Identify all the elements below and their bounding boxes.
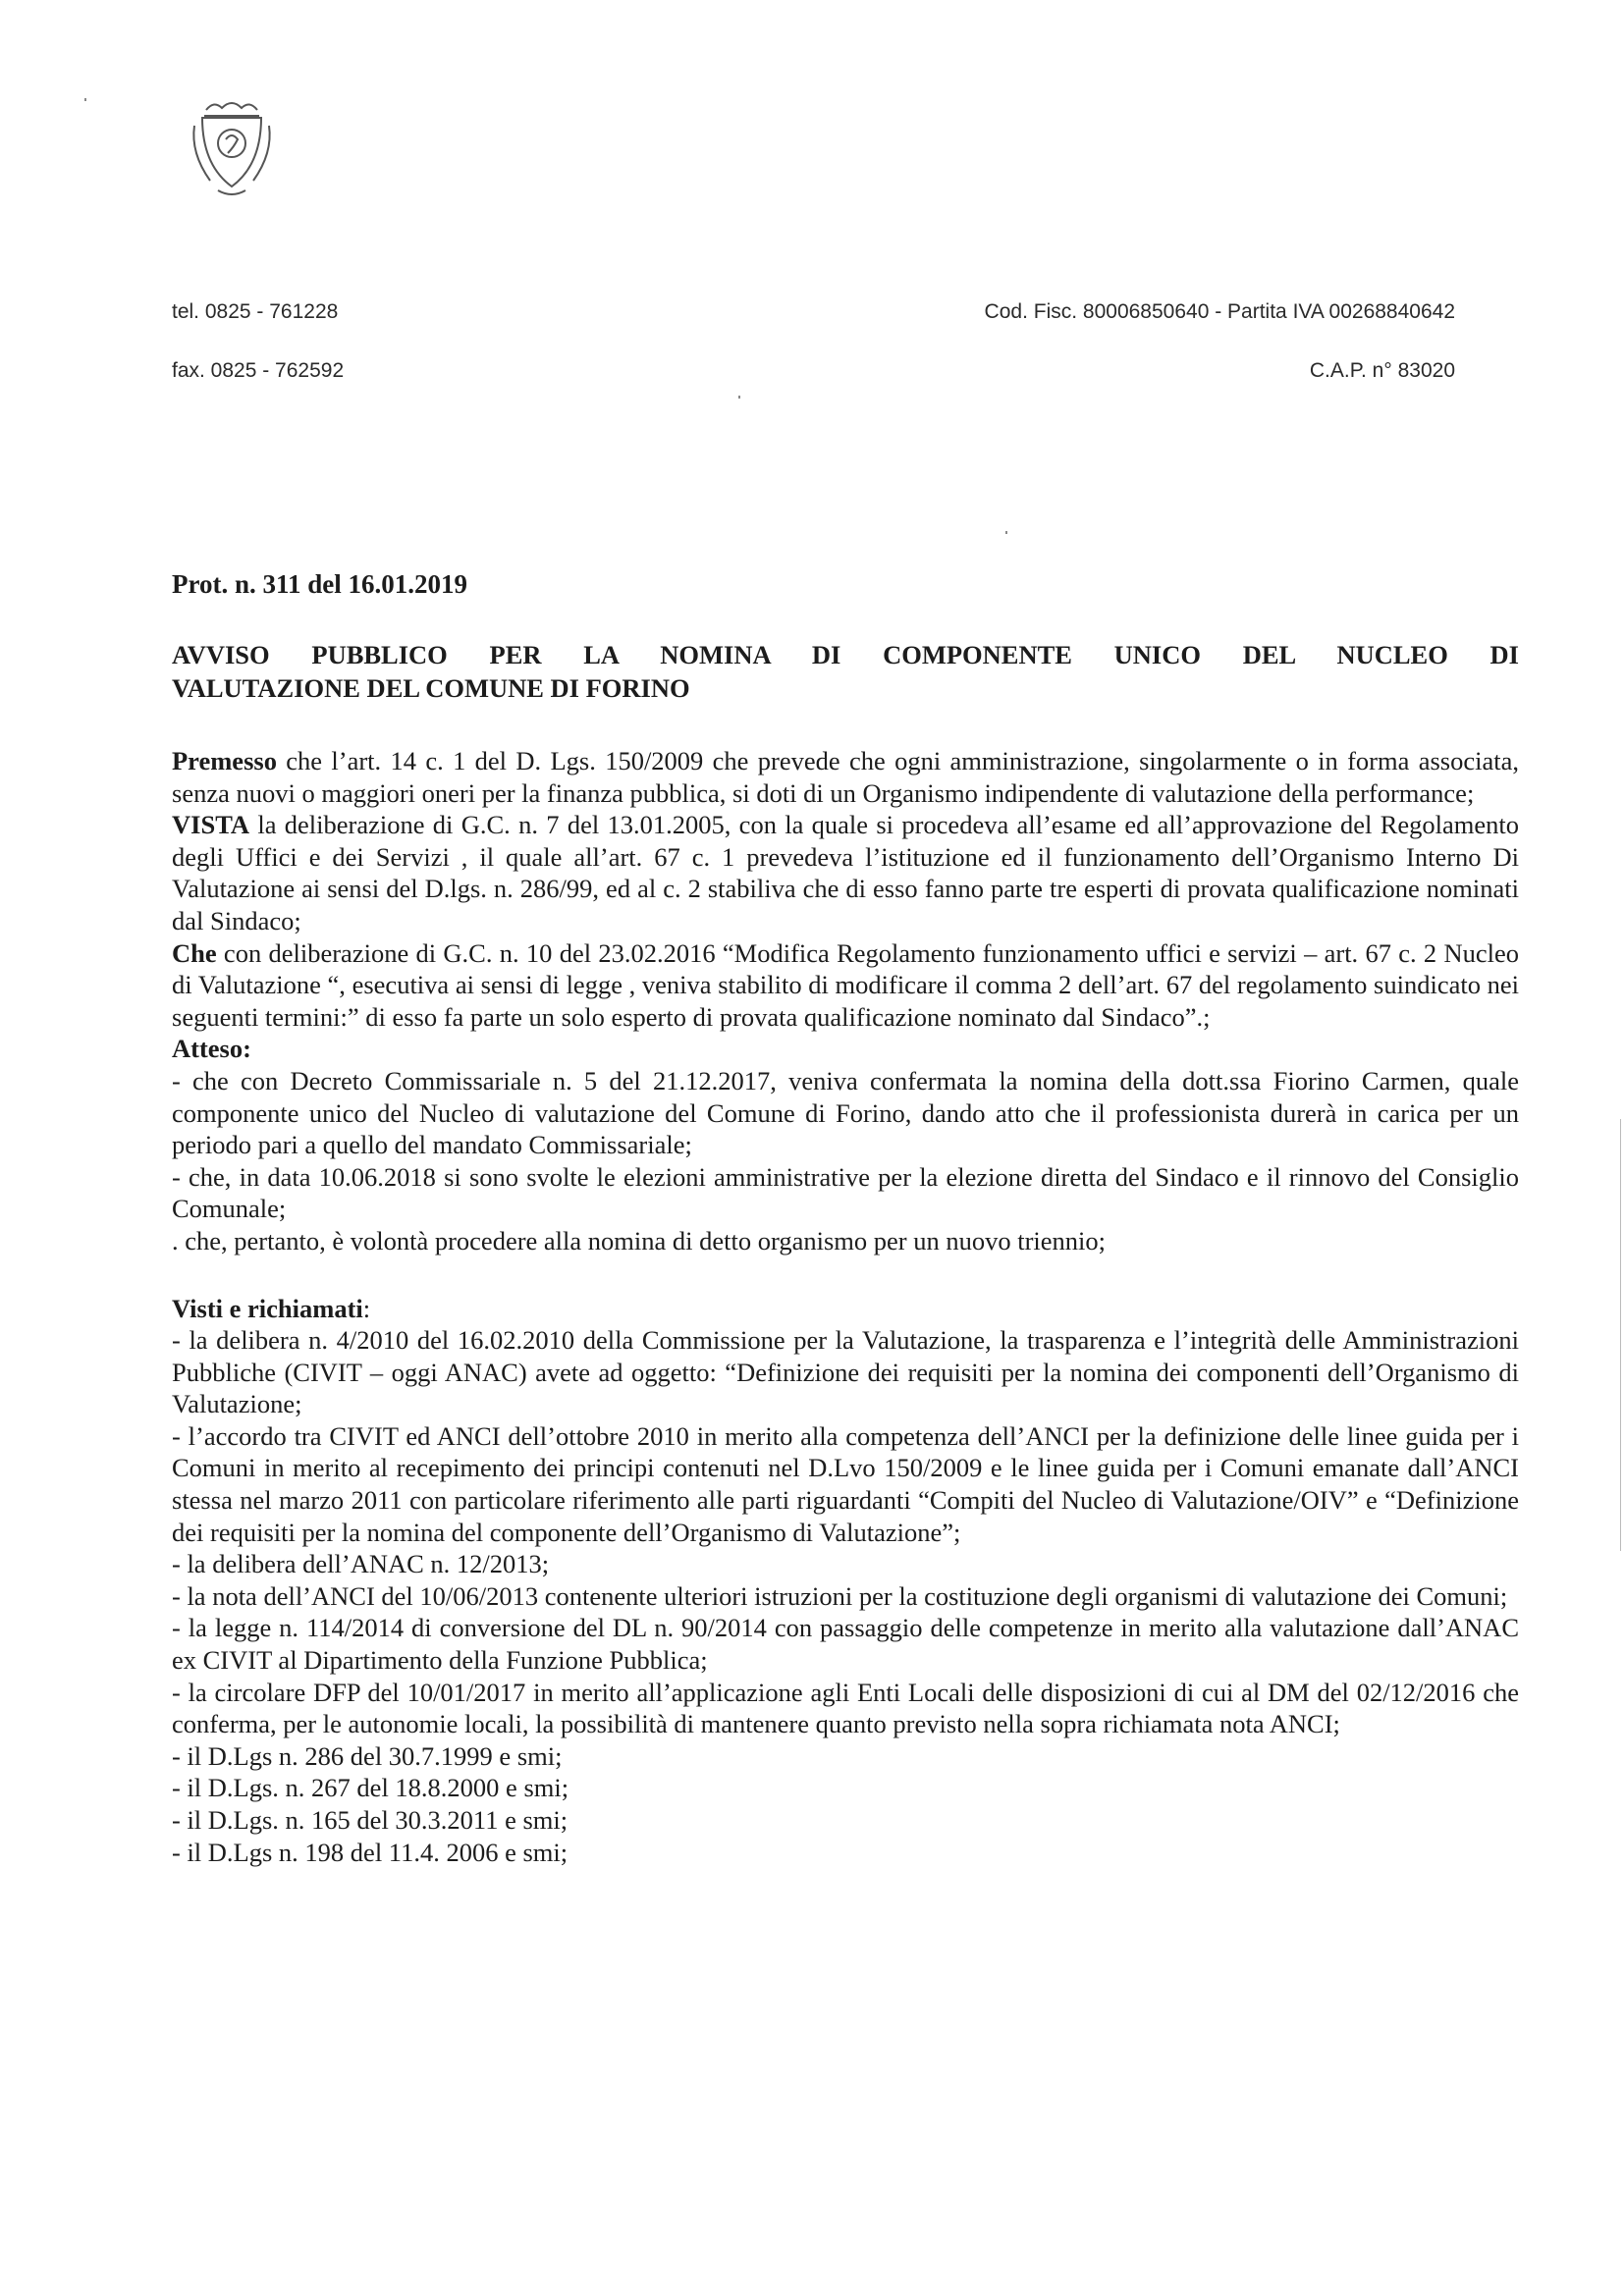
fax-number: fax. 0825 - 762592 xyxy=(172,359,345,382)
visti-item: - la legge n. 114/2014 di conversione del DL n. 90/2014 con passaggio delle competenze in merito alla valutazione dall’ANAC ex CIVIT al Dipartimento della Funzione Pubblica; xyxy=(172,1613,1519,1676)
premesso-label: Premesso xyxy=(172,746,277,775)
postal-code: C.A.P. n° 83020 xyxy=(1309,359,1455,382)
vista-text: la deliberazione di G.C. n. 7 del 13.01.2005, con la quale si procedeva all’esame ed all’approvazione del Regolamento degli Uffici e dei Servizi , il quale all’art. 67 c. 1 prevedeva l’istituzione ed il funzionamento dell’Organismo Interno Di Valutazione ai sensi del D.lgs. n. 286/99, ed al c. 2 stabiliva che di esso fanno parte tre esperti di provata qualificazione nominati dal Sindaco; xyxy=(172,810,1519,935)
scan-edge-line xyxy=(1620,1119,1621,1551)
document-body xyxy=(172,745,1519,1868)
premesso-paragraph xyxy=(172,745,1519,809)
atteso-item: - che, in data 10.06.2018 si sono svolte le elezioni amministrative per la elezione diretta del Sindaco e il rinnovo del Consiglio Comunale; xyxy=(172,1161,1519,1224)
visti-heading: Visti e richiamati: xyxy=(172,1293,371,1323)
visti-item: - il D.Lgs. n. 165 del 30.3.2011 e smi; xyxy=(172,1805,568,1835)
visti-item: - il D.Lgs n. 286 del 30.7.1999 e smi; xyxy=(172,1740,563,1771)
visti-item: - l’accordo tra CIVIT ed ANCI dell’ottobre 2010 in merito alla competenza dell’ANCI per la definizione delle linee guida per i Comuni in merito al recepimento dei principi contenuti nel D.Lvo 150/2009 e le linee guida per i Comuni emanate dall’ANCI stessa nel marzo 2011 con particolare riferimento alle parti riguardanti “Compiti del Nucleo di Valutazione/OIV” e “Definizione dei requisiti per la nomina del componente dell’Organismo di Valutazione”; xyxy=(172,1420,1519,1547)
scan-speck xyxy=(738,396,740,399)
visti-item: - la circolare DFP del 10/01/2017 in merito all’applicazione agli Enti Locali delle disposizioni di cui al DM del 02/12/2016 che conferma, per le autonomie locali, la possibilità di mantenere quanto previsto nella sopra richiamata nota ANCI; xyxy=(172,1677,1519,1739)
tax-code: Cod. Fisc. 80006850640 - Partita IVA 00268840642 xyxy=(984,300,1455,323)
visti-item: - la nota dell’ANCI del 10/06/2013 contenente ulteriori istruzioni per la costituzione degli organismi di valutazione dei Comuni; xyxy=(172,1580,1508,1611)
municipal-crest-icon xyxy=(185,96,279,204)
document-title-line-1: AVVISO PUBBLICO PER LA NOMINA DI COMPONENTE UNICO DEL NUCLEO DI xyxy=(172,640,1519,669)
vista-paragraph xyxy=(172,809,1519,936)
visti-item: - la delibera n. 4/2010 del 16.02.2010 della Commissione per la Valutazione, la trasparenza e l’integrità delle Amministrazioni Pubbliche (CIVIT – oggi ANAC) avete ad oggetto: “Definizione dei requisiti per la nomina dei componenti dell’Organismo di Valutazione; xyxy=(172,1325,1519,1419)
visti-item: - il D.Lgs n. 198 del 11.4. 2006 e smi; xyxy=(172,1837,568,1867)
atteso-heading: Atteso: xyxy=(172,1034,251,1064)
che-label: Che xyxy=(172,937,217,968)
scan-speck xyxy=(1005,531,1007,534)
atteso-item: - che con Decreto Commissariale n. 5 del 21.12.2017, veniva confermata la nomina della dott.ssa Fiorino Carmen, quale componente unico del Nucleo di valutazione del Comune di Forino, dando atto che il professionista durerà in carica per un periodo pari a quello del mandato Commissariale; xyxy=(172,1065,1519,1160)
vista-label: VISTA xyxy=(172,810,250,840)
document-title-line-2: VALUTAZIONE DEL COMUNE DI FORINO xyxy=(172,673,690,703)
scan-speck xyxy=(84,98,86,101)
visti-item: - la delibera dell’ANAC n. 12/2013; xyxy=(172,1549,550,1579)
protocol-number: Prot. n. 311 del 16.01.2019 xyxy=(172,569,468,599)
che-paragraph xyxy=(172,937,1519,1034)
visti-item: - il D.Lgs. n. 267 del 18.8.2000 e smi; xyxy=(172,1773,569,1803)
premesso-text: che l’art. 14 c. 1 del D. Lgs. 150/2009 che prevede che ogni amministrazione, singolarmente o in forma associata, senza nuovi o maggiori oneri per la finanza pubblica, si doti di un Organismo indipendente di valutazione della performance; xyxy=(172,746,1519,808)
che-text: con deliberazione di G.C. n. 10 del 23.02.2016 “Modifica Regolamento funzionamento uffici e servizi – art. 67 c. 2 Nucleo di Valutazione “, esecutiva ai sensi di legge , veniva stabilito di modificare il comma 2 dell’art. 67 del regolamento suindicato nei seguenti termini:” di esso fa parte un solo esperto di provata qualificazione nominato dal Sindaco”.; xyxy=(172,937,1519,1032)
telephone-number: tel. 0825 - 761228 xyxy=(172,300,339,323)
atteso-item: . che, pertanto, è volontà procedere alla nomina di detto organismo per un nuovo triennio; xyxy=(172,1225,1107,1255)
